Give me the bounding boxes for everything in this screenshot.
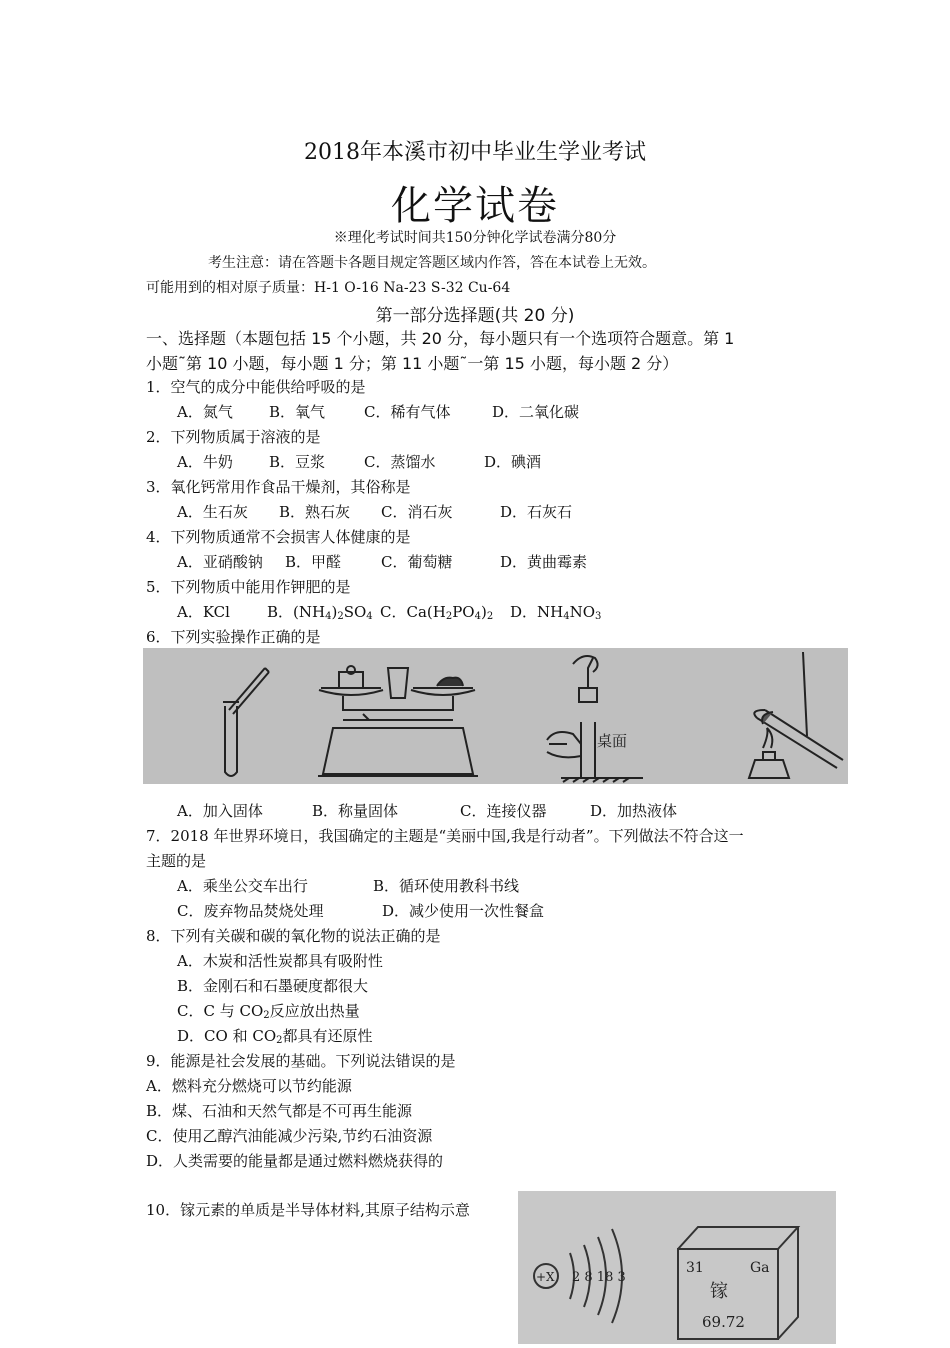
q7-stem-line2: 主题的是 — [146, 852, 207, 870]
q4-option-d: D．黄曲霉素 — [500, 553, 588, 571]
lab-operations-illustration — [143, 648, 848, 784]
q6-option-a: A．加入固体 — [177, 802, 263, 820]
q6-stem: 6．下列实验操作正确的是 — [146, 628, 321, 646]
q3-option-d: D．石灰石 — [500, 503, 573, 521]
q9-option-d: D．人类需要的能量都是通过燃料燃烧获得的 — [146, 1152, 444, 1170]
part1-instruction-line2: 小题˜第 10 小题，每小题 1 分；第 11 小题˜一第 15 小题，每小题 2 分） — [146, 354, 679, 373]
q6-option-d: D．加热液体 — [590, 802, 678, 820]
q1-stem: 1．空气的成分中能供给呼吸的是 — [146, 378, 366, 396]
nucleus-label: +X — [536, 1270, 555, 1284]
q4-stem: 4．下列物质通常不会损害人体健康的是 — [146, 528, 411, 546]
q2-option-d: D．碘酒 — [484, 453, 542, 471]
part1-instruction-line1: 一、选择题（本题包括 15 个小题，共 20 分，每小题只有一个选项符合题意。第 1 — [146, 329, 735, 348]
q4-option-a: A．亚硝酸钠 — [177, 553, 263, 571]
q9-stem: 9．能源是社会发展的基础。下列说法错误的是 — [146, 1052, 456, 1070]
q4-option-b: B．甲醛 — [285, 553, 342, 571]
q5-stem: 5．下列物质中能用作钾肥的是 — [146, 578, 351, 596]
q2-option-a: A．牛奶 — [177, 453, 233, 471]
q3-stem: 3．氧化钙常用作食品干燥剂，其俗称是 — [146, 478, 411, 496]
q7-stem-line1: 7．2018 年世界环境日，我国确定的主题是“美丽中国,我是行动者”。下列做法不符合这一 — [146, 827, 744, 845]
test-tube-icon — [223, 668, 269, 776]
q9-option-b: B．煤、石油和天然气都是不可再生能源 — [146, 1102, 413, 1120]
balance-scale-icon — [318, 666, 478, 776]
q2-stem: 2．下列物质属于溶液的是 — [146, 428, 321, 446]
time-note: ※理化考试时间共150分钟化学试卷满分80分 — [333, 230, 617, 246]
exam-title: 2018年本溪市初中毕业生学业考试 — [304, 140, 646, 165]
q8-option-c: C．C 与 $CO_2$反应放出热量 — [177, 1002, 360, 1021]
q3-option-a: A．生石灰 — [177, 503, 248, 521]
q2-option-c: C．蒸馏水 — [364, 453, 436, 471]
q2-option-b: B．豆浆 — [269, 453, 326, 471]
q10-figure — [518, 1191, 836, 1344]
notice: 考生注意：请在答题卡各题目规定答题区域内作答，答在本试卷上无效。 — [208, 255, 656, 271]
alcohol-lamp-icon — [749, 652, 843, 778]
q1-option-d: D．二氧化碳 — [492, 403, 580, 421]
element-symbol: Ga — [750, 1260, 770, 1276]
q7-option-a: A．乘坐公交车出行 — [177, 877, 308, 895]
q3-option-c: C．消石灰 — [381, 503, 453, 521]
q1-option-c: C．稀有气体 — [364, 403, 451, 421]
q5-option-d: D．$NH_4NO_3$ — [510, 603, 602, 622]
q6-option-c: C．连接仪器 — [460, 802, 547, 820]
q4-option-c: C．葡萄糖 — [381, 553, 453, 571]
q6-figure-label: 桌面 — [597, 732, 628, 750]
atomic-number: 31 — [686, 1260, 704, 1276]
q1-option-a: A．氮气 — [177, 403, 233, 421]
q7-option-b: B．循环使用教科书线 — [373, 877, 520, 895]
q7-option-d: D．减少使用一次性餐盒 — [382, 902, 545, 920]
subject-title: 化学试卷 — [391, 183, 559, 229]
q9-option-c: C．使用乙醇汽油能减少污染,节约石油资源 — [146, 1127, 433, 1145]
q1-option-b: B．氧气 — [269, 403, 326, 421]
q8-option-d: D．CO 和 $CO_2$都具有还原性 — [177, 1027, 373, 1046]
q5-option-b: B．$(NH_4)_2SO_4$ — [267, 603, 373, 622]
element-name: 镓 — [710, 1281, 728, 1302]
electron-shells-label: 2 8 18 3 — [572, 1270, 626, 1285]
q8-stem: 8．下列有关碳和碳的氧化物的说法正确的是 — [146, 927, 441, 945]
q3-option-b: B．熟石灰 — [279, 503, 351, 521]
gallium-atom-figure — [518, 1191, 836, 1344]
q10-stem: 10．镓元素的单质是半导体材料,其原子结构示意 — [146, 1201, 470, 1219]
q5-option-c: C．$Ca(H_2PO_4)_2$ — [380, 603, 494, 622]
q5-option-a: A．KCl — [177, 603, 230, 621]
q6-option-b: B．称量固体 — [312, 802, 399, 820]
atomic-mass-value: 69.72 — [702, 1313, 745, 1331]
q9-option-a: A．燃料充分燃烧可以节约能源 — [146, 1077, 352, 1095]
q6-figure — [143, 648, 848, 784]
connect-apparatus-icon — [547, 656, 643, 782]
part1-heading: 第一部分选择题(共 20 分) — [375, 306, 575, 326]
q8-option-b: B．金刚石和石墨硬度都很大 — [177, 977, 369, 995]
q8-option-a: A．木炭和活性炭都具有吸附性 — [177, 952, 383, 970]
q7-option-c: C．废弃物品焚烧处理 — [177, 902, 324, 920]
atomic-mass: 可能用到的相对原子质量：H-1 O-16 Na-23 S-32 Cu-64 — [146, 280, 511, 296]
